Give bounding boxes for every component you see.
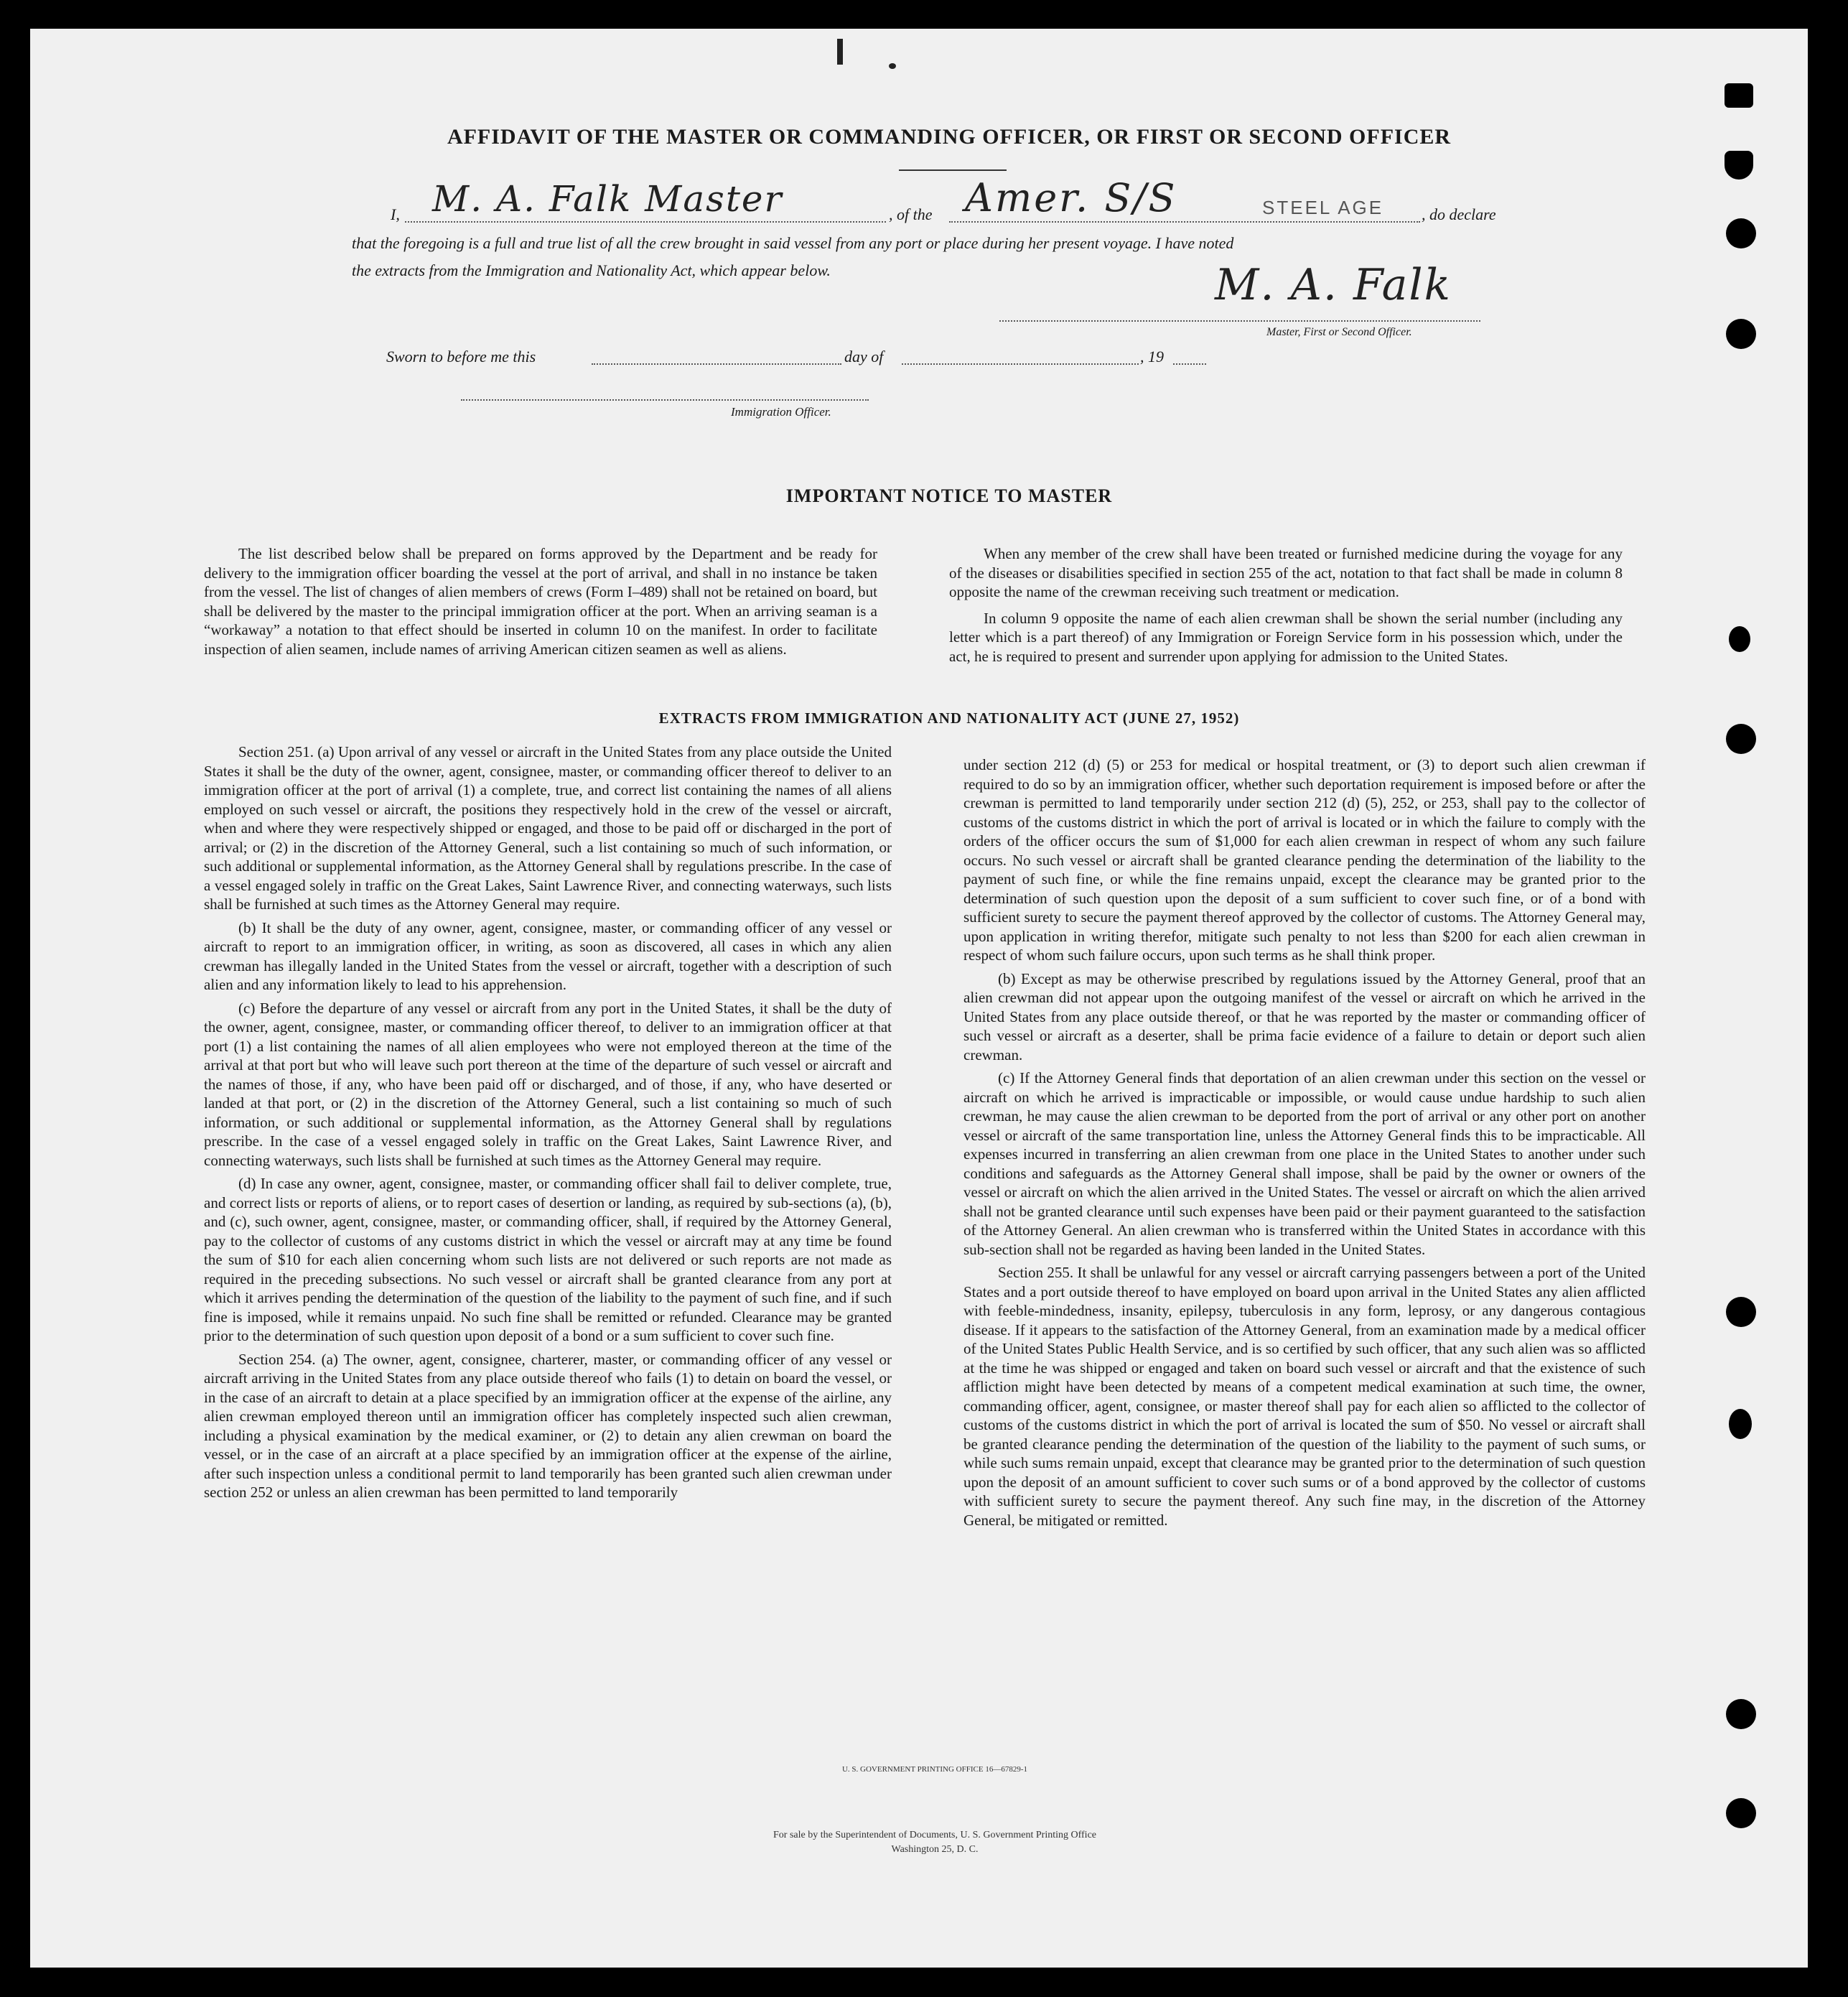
extracts-right-column	[963, 755, 1646, 1530]
section-251-c: (c) Before the departure of any vessel or aircraft from any port in the United States, it shall be the duty of the owner, agent, consignee, master, or commanding officer thereof, to deliver to an immigration officer at that port (1) a list containing the names of all alien employees who were not employed thereon at the time of the arrival at that port but who will leave such port thereon at the time of the departure of such vessel or aircraft and the names of those, if any, who have been paid off or discharged, and of those, if any, who have deserted or landed at that port, or (2) in the discretion of the Attorney General, such a list containing so much of such information, or such additional or supplemental information, as the Attorney General shall by regulations prescribe. In the case of a vessel engaged solely in traffic on the Great Lakes, Saint Lawrence River, and connecting waterways, such lists shall be furnished at such times as the Attorney General may require.	[204, 999, 892, 1169]
affidavit-body-line1: that the foregoing is a full and true list of all the crew brought in said vessel from any port or place during her present voyage. I have noted	[352, 234, 1234, 252]
affidavit-title: AFFIDAVIT OF THE MASTER OR COMMANDING OFFICER, OR FIRST OR SECOND OFFICER	[447, 125, 1452, 149]
section-251-a: Section 251. (a) Upon arrival of any vessel or aircraft in the United States from any place outside the United States it shall be the duty of the owner, agent, consignee, master, or commanding officer thereof to deliver to an immigration officer at the port of arrival (1) a complete, true, and correct list containing the names of all aliens employed on such vessel or aircraft, the positions they respectively hold in the crew of the vessel or aircraft, when and where they were respectively shipped or engaged, and those to be paid off or discharged in the port of arrival; or (2) in the discretion of the Attorney General, such a list containing so much of such information, or such additional or supplemental information, as the Attorney General shall by regulations prescribe. In the case of a vessel engaged solely in traffic on the Great Lakes, Saint Lawrence River, and connecting waterways, such lists shall be furnished at such times as the Attorney General may require.	[204, 743, 892, 913]
notice-right-text-1: When any member of the crew shall have been treated or furnished medicine during the voyage for any of the diseases or disabilities specified in section 255 of the act, notation to that fact shall be made in column 8 opposite the name of the crewman receiving such treatment or medication.	[949, 545, 1623, 600]
punch-hole	[1729, 626, 1750, 652]
sworn-year-line	[1173, 363, 1206, 365]
section-251-d: (d) In case any owner, agent, consignee, master, or commanding officer shall fail to deliver complete, true, and correct lists or reports of aliens, or to report cases of desertion or landing, as required by sub-sections (a), (b), and (c), such owner, agent, consignee, master, or commanding officer, shall, if required by the Attorney General, pay to the collector of customs of any customs district in which the vessel or aircraft may at any time be found the sum of $10 for each alien concerning whom such lists are not delivered or such reports are not made as required in the preceding subsections. No such vessel or aircraft shall be granted clearance from any port at which it arrives pending the determination of the question of the liability to the payment of such fine, and if such fine is imposed, while it remains unpaid. No such fine shall be remitted or refunded. Clearance may be granted prior to the determination of such question upon deposit of a bond or a sum sufficient to cover such fine.	[204, 1175, 892, 1344]
extracts-title: EXTRACTS FROM IMMIGRATION AND NATIONALITY ACT (JUNE 27, 1952)	[658, 709, 1240, 727]
punch-hole	[1726, 1699, 1756, 1729]
of-the-label: , of the	[889, 205, 933, 223]
notice-title: IMPORTANT NOTICE TO MASTER	[785, 485, 1113, 506]
section-254-c: (c) If the Attorney General finds that deportation of an alien crewman under this section on the vessel or aircraft on which he arrived is impracticable or impossible, or would cause undue hardship to such alien crewman, he may cause the alien crewman to be deported from the port of arrival or any other port on another vessel or aircraft of the same transportation line, unless the Attorney General finds this to be impracticable. All expenses incurred in transferring an alien crewman from one place in the United States to another under such conditions and safeguards as the Attorney General shall impose, shall be paid by the owner or owners of the vessel or aircraft on which the alien arrived in the United States. The vessel or aircraft on which the alien arrived shall not be granted clearance until such expenses have been paid or their payment guaranteed to the satisfaction of the Attorney General. An alien crewman who is transferred within the United States in accordance with this sub-section shall not be regarded as having been landed in the United States.	[963, 1069, 1646, 1258]
printer-imprint: U. S. GOVERNMENT PRINTING OFFICE 16—67829-1	[841, 1765, 1027, 1774]
punch-hole	[1726, 1297, 1756, 1327]
master-signature: M. A. Falk	[1215, 260, 1452, 310]
punch-hole	[1725, 83, 1753, 108]
punch-hole	[1726, 724, 1756, 754]
punch-hole	[1726, 1798, 1756, 1828]
extracts-left-column	[204, 743, 892, 1502]
signature-line	[999, 320, 1480, 322]
sworn-label: Sworn to before me this	[386, 348, 536, 366]
punch-hole	[1726, 319, 1756, 349]
affidavit-body-line2: the extracts from the Immigration and Nationality Act, which appear below.	[352, 261, 831, 279]
notice-right-text-2: In column 9 opposite the name of each alien crewman shall be shown the serial number (including any letter which is a part thereof) of any Immigration or Foreign Service form in his possession which, under the act, he is required to present and surrender upon applying for admission to the United States.	[949, 609, 1623, 665]
notice-left-text: The list described below shall be prepared on forms approved by the Department and be ready for delivery to the immigration officer boarding the vessel at the port of arrival, and shall in no instance be taken from the vessel. The list of changes of alien members of crews (Form I–489) shall not be retained on board, but shall be delivered by the master to the principal immigration officer at the port. When an arriving seaman is a “workaway” a notation to that effect should be inserted in column 10 on the manifest. In order to facilitate inspection of alien seamen, include names of arriving American citizen seamen as well as aliens.	[204, 545, 877, 658]
name-field-line	[405, 221, 886, 223]
notice-right-column	[949, 544, 1623, 666]
punch-hole	[1726, 218, 1756, 248]
vessel-handwritten: Amer. S/S	[965, 175, 1177, 220]
do-declare-label: , do declare	[1422, 205, 1496, 223]
i-label: I,	[391, 205, 400, 223]
section-251-b: (b) It shall be the duty of any owner, agent, consignee, master, or commanding officer of any vessel or aircraft to report to an immigration officer, in writing, as soon as discovered, all cases in which any alien crewman has illegally landed in the United States from the vessel or aircraft, together with a description of such alien and any information likely to lead to his apprehension.	[204, 918, 892, 993]
sale-line-1: For sale by the Superintendent of Documents, U. S. Government Printing Office	[773, 1830, 1096, 1840]
sworn-month-line	[902, 363, 1139, 365]
section-254-a: Section 254. (a) The owner, agent, consignee, charterer, master, or commanding officer of any vessel or aircraft arriving in the United States from any place outside thereof who fails (1) to detain on board the vessel, or in the case of an aircraft to detain at a place specified by an immigration officer at the expense of the airline, any alien crewman employed thereon until an immigration officer has completely inspected such alien crewman, including a physical examination by the medical examiner, or (2) to detain any alien crewman on board the vessel, or in the case of an aircraft at a place specified by an immigration officer at the expense of the airline, after such inspection unless a conditional permit to land temporarily has been granted such alien crewman under section 252 or unless an alien crewman has been permitted to land temporarily	[204, 1350, 892, 1501]
signature-caption: Master, First or Second Officer.	[1266, 326, 1412, 338]
section-254-a-cont: under section 212 (d) (5) or 253 for medical or hospital treatment, or (3) to deport such alien crewman if required to do so by an immigration officer, whether such deportation requirement is imposed before or after the crewman is permitted to land temporarily under section 212 (d) (5), 252, or 253, shall pay to the collector of customs of the customs district in which the port of arrival is located or in which the failure to comply with the orders of the officer occurs the sum of $1,000 for each alien crewman in respect of whom any such failure occurs. No such vessel or aircraft shall be granted clearance pending the determination of the liability to the payment of such fine, or while the fine remains unpaid, except the clearance may be granted prior to the determination of such question upon the deposit of a sum sufficient to cover such fine, or of a bond with sufficient surety to secure the payment thereof approved by the collector of customs. The Attorney General may, upon application in writing therefor, mitigate such penalty to not less than $200 for each alien crewman in respect of whom such failure occurs, upon such terms as he shall think proper.	[963, 756, 1646, 964]
top-mark	[837, 39, 843, 65]
section-255: Section 255. It shall be unlawful for any vessel or aircraft carrying passengers between a port of the United States and a port outside thereof to have employed on board upon arrival in the United States any alien afflicted with feeble-mindedness, insanity, epilepsy, tuberculosis in any form, leprosy, or any dangerous contagious disease. If it appears to the satisfaction of the Attorney General, from an examination made by a medical officer of the United States Public Health Service, and is so certified by such officer, that any such alien was so afflicted at the time he was shipped or engaged and taken on board such vessel or aircraft and that the existence of such affliction might have been detected by means of a competent medical examination at such time, the owner, commanding officer, agent, consignee, or master thereof shall pay for each alien so afflicted to the collector of customs of the customs district in which the port of arrival is located the sum of $50. No vessel or aircraft shall be granted clearance pending the determination of the question of the liability to the payment of such sums, or while such sums remain unpaid, except that clearance may be granted prior to the determination of such question upon the deposit of an amount sufficient to cover such sums or of a bond approved by the collector of customs with sufficient surety to secure the payment thereof. Any such fine may, in the discretion of the Attorney General, be mitigated or remitted.	[963, 1264, 1646, 1529]
year-label: , 19	[1140, 348, 1164, 366]
punch-hole	[1729, 1409, 1752, 1439]
section-254-b: (b) Except as may be otherwise prescribed by regulations issued by the Attorney General, proof that an alien crewman did not appear upon the outgoing manifest of the vessel or aircraft on which he arrived in the United States from any place outside thereof, or that he was reported by the master or commanding officer of such vessel or aircraft as a deserter, shall be prima facie evidence of a failure to detain or deport such alien crewman.	[963, 969, 1646, 1063]
day-of-label: day of	[844, 348, 884, 366]
officer-line	[461, 399, 869, 401]
sale-line-2: Washington 25, D. C.	[891, 1844, 979, 1855]
name-handwritten: M. A. Falk Master	[432, 178, 783, 220]
title-rule	[899, 169, 1007, 171]
punch-hole	[1725, 151, 1753, 180]
notice-left-column	[204, 544, 877, 658]
top-mark-dot	[889, 63, 896, 69]
sworn-day-line	[592, 363, 841, 365]
document-page	[30, 29, 1808, 1968]
vessel-stamp: STEEL AGE	[1262, 197, 1384, 218]
vessel-field-line	[949, 221, 1420, 223]
officer-caption: Immigration Officer.	[731, 405, 831, 419]
